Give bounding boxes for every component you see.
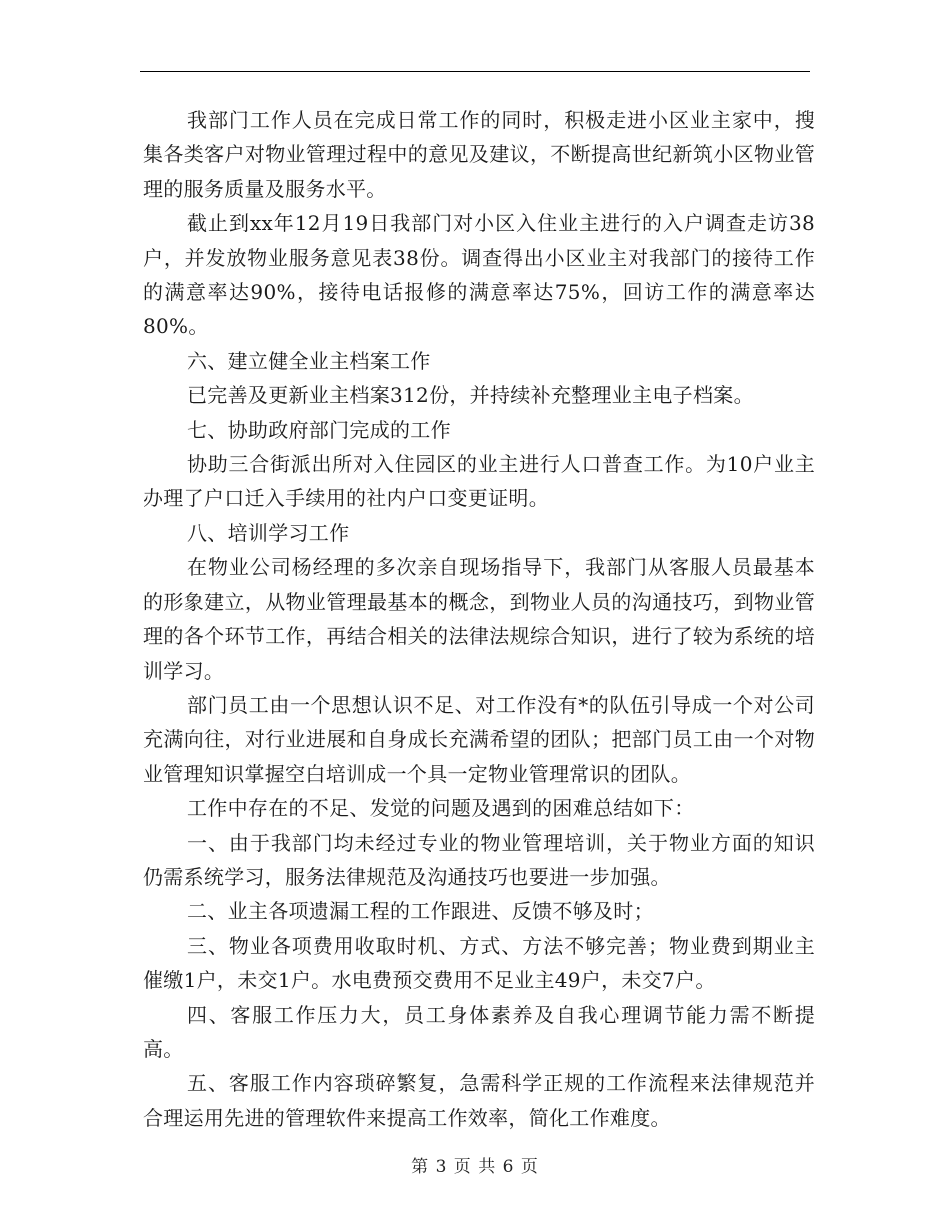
paragraph-6: 部门员工由一个思想认识不足、对工作没有*的队伍引导成一个对公司充满向往，对行业进展和自身成长充满希望的团队；把部门员工由一个对物业管理知识掌握空白培训成一个具一定物业管理常识的团队。: [143, 692, 815, 786]
section-heading-7: 七、协助政府部门完成的工作: [187, 417, 451, 442]
header-rule: [140, 71, 810, 72]
section-heading-6: 六、建立健全业主档案工作: [187, 348, 431, 373]
issue-item-1: 一、由于我部门均未经过专业的物业管理培训，关于物业方面的知识仍需系统学习，服务法律规范及沟通技巧也要进一步加强。: [143, 830, 815, 889]
issue-item-4: 四、客服工作压力大，员工身体素养及自我心理调节能力需不断提高。: [143, 1002, 815, 1061]
paragraph-5: 在物业公司杨经理的多次亲自现场指导下，我部门从客服人员最基本的形象建立，从物业管理最基本的概念，到物业人员的沟通技巧，到物业管理的各个环节工作，再结合相关的法律法规综合知识，进行了较为系统的培训学习。: [143, 555, 815, 683]
paragraph-1: 我部门工作人员在完成日常工作的同时，积极走进小区业主家中，搜集各类客户对物业管理过程中的意见及建议，不断提高世纪新筑小区物业管理的服务质量及服务水平。: [143, 108, 815, 201]
paragraph-7: 工作中存在的不足、发觉的问题及遇到的困难总结如下：: [187, 796, 695, 821]
issue-item-5: 五、客服工作内容琐碎繁复，急需科学正规的工作流程来法律规范并合理运用先进的管理软件来提高工作效率，简化工作难度。: [143, 1071, 815, 1130]
page-number: 第 3 页 共 6 页: [411, 1157, 539, 1177]
section-heading-8: 八、培训学习工作: [187, 520, 350, 545]
paragraph-2: 截止到xx年12月19日我部门对小区入住业主进行的入户调查走访38户，并发放物业服务意见表38份。调查得出小区业主对我部门的接待工作的满意率达90%，接待电话报修的满意率达75%，回访工作的满意率达80%。: [143, 211, 815, 339]
paragraph-3: 已完善及更新业主档案312份，并持续补充整理业主电子档案。: [187, 383, 754, 408]
issue-item-3: 三、物业各项费用收取时机、方式、方法不够完善；物业费到期业主催缴1户，未交1户。水电费预交费用不足业主49户，未交7户。: [143, 933, 815, 993]
paragraph-4: 协助三合街派出所对入住园区的业主进行人口普查工作。为10户业主办理了户口迁入手续用的社内户口变更证明。: [143, 452, 815, 511]
issue-item-2: 二、业主各项遗漏工程的工作跟进、反馈不够及时；: [187, 899, 654, 924]
document-body: [143, 103, 815, 1135]
